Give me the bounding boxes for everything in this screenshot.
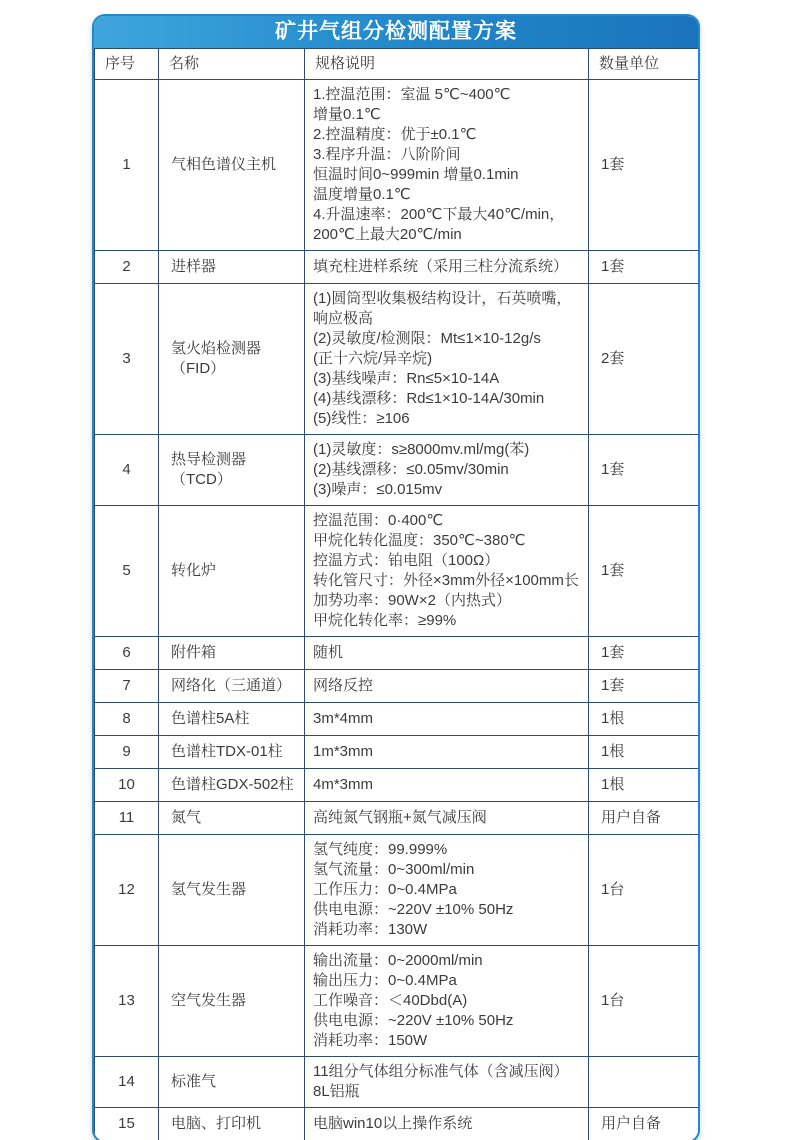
- spec-line: 转化管尺寸：外径×3mm外径×100mm长: [313, 572, 579, 589]
- item-quantity: 1套: [589, 80, 699, 251]
- table-title: 矿井气组分检测配置方案: [94, 16, 698, 48]
- spec-line: 消耗功率：150W: [313, 1032, 428, 1049]
- table-row: [95, 284, 699, 435]
- item-name: 空气发生器: [159, 946, 305, 1057]
- item-spec: [305, 1057, 589, 1108]
- col-header-qty: 数量单位: [589, 49, 699, 80]
- spec-line: (1)灵敏度：s≥8000mv.ml/mg(苯): [313, 441, 530, 458]
- table-row: [95, 435, 699, 506]
- spec-table-card: [92, 14, 700, 1140]
- item-quantity: 1套: [589, 435, 699, 506]
- item-name: 色谱柱GDX-502柱: [159, 769, 305, 802]
- spec-line: (5)线性：≥106: [313, 410, 410, 427]
- item-name: 氮气: [159, 802, 305, 835]
- item-name: 氢气发生器: [159, 835, 305, 946]
- item-spec: [305, 769, 589, 802]
- item-spec: [305, 284, 589, 435]
- item-name: 色谱柱5A柱: [159, 703, 305, 736]
- spec-table: [94, 48, 699, 1140]
- table-row: [95, 80, 699, 251]
- table-row: [95, 670, 699, 703]
- spec-line: (正十六烷/异辛烷): [313, 350, 433, 367]
- row-number: 8: [95, 703, 159, 736]
- spec-line: 恒温时间0~999min 增量0.1min: [313, 166, 519, 183]
- spec-line: 4m*3mm: [313, 776, 374, 793]
- spec-line: 填充柱进样系统（采用三柱分流系统）: [313, 258, 569, 275]
- table-row: [95, 1108, 699, 1140]
- row-number: 5: [95, 506, 159, 637]
- spec-line: 网络反控: [313, 677, 374, 694]
- row-number: 11: [95, 802, 159, 835]
- item-name: 气相色谱仪主机: [159, 80, 305, 251]
- row-number: 7: [95, 670, 159, 703]
- table-row: [95, 637, 699, 670]
- item-spec: [305, 736, 589, 769]
- table-row: [95, 769, 699, 802]
- item-name: 电脑、打印机: [159, 1108, 305, 1140]
- item-spec: [305, 835, 589, 946]
- spec-line: 甲烷化转化温度：350℃~380℃: [313, 532, 526, 549]
- item-name: 色谱柱TDX-01柱: [159, 736, 305, 769]
- spec-line: 温度增量0.1℃: [313, 186, 411, 203]
- spec-line: 1.控温范围：室温 5℃~400℃: [313, 86, 511, 103]
- spec-line: 工作噪音：＜40Dbd(A): [313, 992, 468, 1009]
- spec-line: 消耗功率：130W: [313, 921, 428, 938]
- item-quantity: 2套: [589, 284, 699, 435]
- item-quantity: 1台: [589, 946, 699, 1057]
- spec-line: 1m*3mm: [313, 743, 374, 760]
- spec-line: 输出流量：0~2000ml/min: [313, 952, 483, 969]
- table-row: [95, 946, 699, 1057]
- spec-line: 氢气流量：0~300ml/min: [313, 861, 475, 878]
- row-number: 12: [95, 835, 159, 946]
- spec-line: 控温方式：铂电阻（100Ω）: [313, 552, 500, 569]
- spec-line: 11组分气体组分标准气体（含减压阀）: [313, 1063, 569, 1080]
- spec-line: 高纯氮气钢瓶+氮气减压阀: [313, 809, 487, 826]
- item-quantity: 1根: [589, 703, 699, 736]
- item-spec: [305, 670, 589, 703]
- item-spec: [305, 1108, 589, 1140]
- spec-line: 响应极高: [313, 310, 374, 327]
- item-name: 标准气: [159, 1057, 305, 1108]
- row-number: 1: [95, 80, 159, 251]
- spec-line: 随机: [313, 644, 344, 661]
- item-name: 转化炉: [159, 506, 305, 637]
- spec-line: 加势功率：90W×2（内热式）: [313, 592, 511, 609]
- spec-line: 200℃上最大20℃/min: [313, 226, 462, 243]
- item-spec: [305, 703, 589, 736]
- item-spec: [305, 506, 589, 637]
- table-row: [95, 1057, 699, 1108]
- item-spec: [305, 637, 589, 670]
- spec-line: 控温范围：0·400℃: [313, 512, 444, 529]
- table-row: [95, 703, 699, 736]
- spec-line: (2)基线漂移：≤0.05mv/30min: [313, 461, 509, 478]
- row-number: 9: [95, 736, 159, 769]
- spec-line: 输出压力：0~0.4MPa: [313, 972, 457, 989]
- col-header-no: 序号: [95, 49, 159, 80]
- table-row: [95, 251, 699, 284]
- row-number: 13: [95, 946, 159, 1057]
- item-quantity: 1套: [589, 637, 699, 670]
- item-quantity: 1根: [589, 736, 699, 769]
- item-quantity: 1根: [589, 769, 699, 802]
- row-number: 2: [95, 251, 159, 284]
- table-row: [95, 506, 699, 637]
- spec-line: (1)圆筒型收集极结构设计，石英喷嘴，: [313, 290, 572, 307]
- row-number: 6: [95, 637, 159, 670]
- item-quantity: 1套: [589, 251, 699, 284]
- table-row: [95, 736, 699, 769]
- spec-line: 3m*4mm: [313, 710, 374, 727]
- item-spec: [305, 435, 589, 506]
- row-number: 10: [95, 769, 159, 802]
- row-number: 4: [95, 435, 159, 506]
- table-row: [95, 835, 699, 946]
- item-quantity: 用户自备: [589, 802, 699, 835]
- row-number: 15: [95, 1108, 159, 1140]
- item-name: 网络化（三通道）: [159, 670, 305, 703]
- spec-line: (2)灵敏度/检测限：Mt≤1×10-12g/s: [313, 330, 541, 347]
- item-name: 氢火焰检测器（FID）: [159, 284, 305, 435]
- spec-line: 氢气纯度：99.999%: [313, 841, 448, 858]
- item-spec: [305, 802, 589, 835]
- spec-line: 电脑win10以上操作系统: [313, 1115, 473, 1132]
- table-body: [95, 80, 699, 1140]
- item-name: 进样器: [159, 251, 305, 284]
- item-quantity: 1台: [589, 835, 699, 946]
- spec-line: (3)基线噪声：Rn≤5×10-14A: [313, 370, 500, 387]
- row-number: 3: [95, 284, 159, 435]
- item-quantity: 1套: [589, 506, 699, 637]
- item-name: 热导检测器（TCD）: [159, 435, 305, 506]
- item-quantity: 1套: [589, 670, 699, 703]
- col-header-name: 名称: [159, 49, 305, 80]
- table-row: [95, 802, 699, 835]
- item-quantity: [589, 1057, 699, 1108]
- item-name: 附件箱: [159, 637, 305, 670]
- spec-line: (3)噪声：≤0.015mv: [313, 481, 443, 498]
- col-header-spec: 规格说明: [305, 49, 589, 80]
- spec-line: 2.控温精度：优于±0.1℃: [313, 126, 477, 143]
- item-spec: [305, 251, 589, 284]
- header-row: [95, 49, 699, 80]
- spec-line: (4)基线漂移：Rd≤1×10-14A/30min: [313, 390, 545, 407]
- spec-line: 4.升温速率：200℃下最大40℃/min，: [313, 206, 565, 223]
- spec-line: 甲烷化转化率：≥99%: [313, 612, 457, 629]
- spec-line: 供电电源：~220V ±10% 50Hz: [313, 901, 514, 918]
- item-quantity: 用户自备: [589, 1108, 699, 1140]
- spec-line: 工作压力：0~0.4MPa: [313, 881, 457, 898]
- spec-line: 增量0.1℃: [313, 106, 381, 123]
- spec-line: 8L铝瓶: [313, 1083, 360, 1100]
- spec-line: 供电电源：~220V ±10% 50Hz: [313, 1012, 514, 1029]
- spec-line: 3.程序升温：八阶阶间: [313, 146, 461, 163]
- item-spec: [305, 946, 589, 1057]
- row-number: 14: [95, 1057, 159, 1108]
- item-spec: [305, 80, 589, 251]
